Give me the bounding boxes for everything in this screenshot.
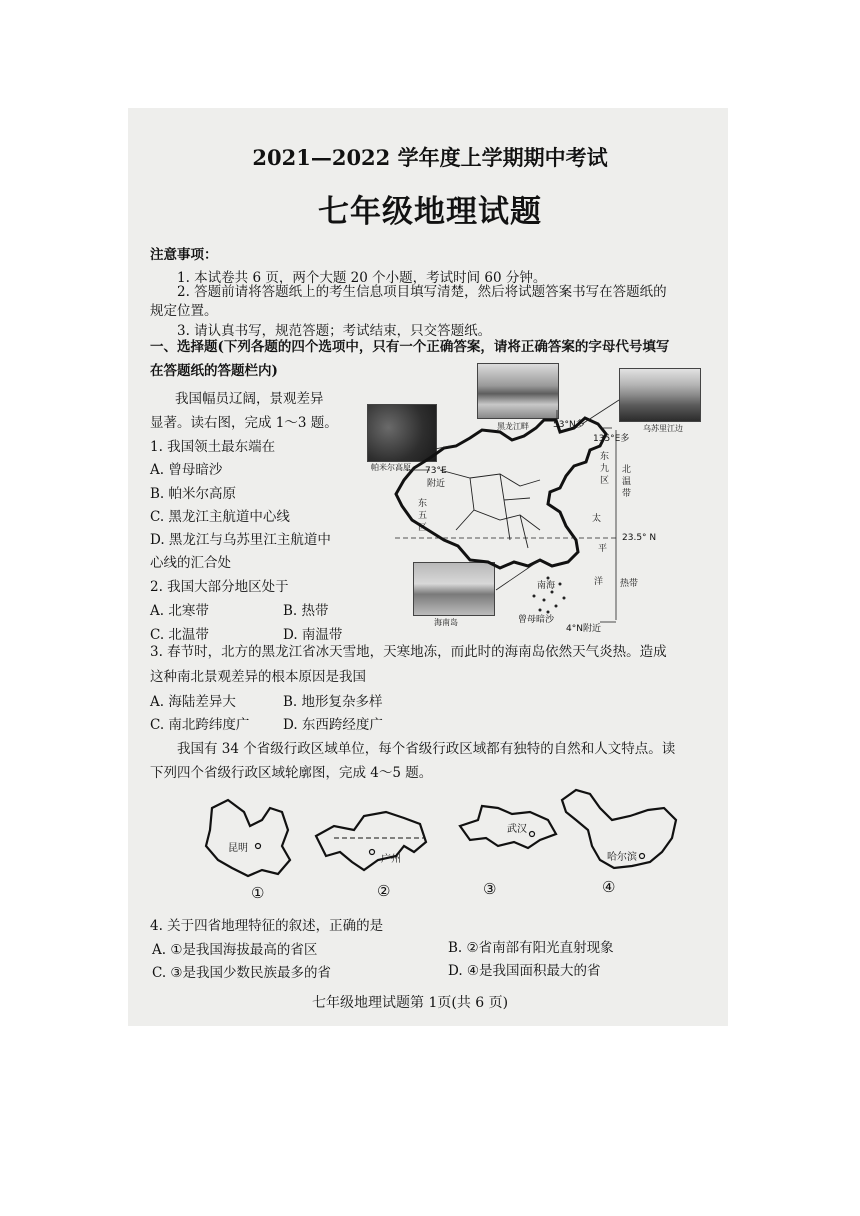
q3-option-a: A. 海陆差异大 [150,694,236,710]
province-number-2: ② [377,882,391,900]
caption-pamir: 帕米尔高原 [371,463,411,472]
intro-1-cont: 显著。读右图，完成 1～3 题。 [150,415,338,431]
intro-2: 我国有 34 个省级行政区域单位，每个省级行政区域都有独特的自然和人文特点。读 [177,741,676,757]
province-number-4: ④ [602,878,616,896]
label-135e: 135°E多 [593,434,630,444]
question-3-cont: 这种南北景观差异的根本原因是我国 [150,669,366,685]
q2-option-b: B. 热带 [283,603,329,619]
label-south-sea: 南海 [537,581,556,591]
question-4: 4. 关于四省地理特征的叙述，正确的是 [150,918,384,934]
page-footer: 七年级地理试题第 1页(共 6 页) [312,995,509,1011]
intro-1: 我国幅员辽阔，景观差异 [175,391,324,407]
q1-option-d: D. 黑龙江与乌苏里江主航道中 [150,532,331,548]
q3-option-b: B. 地形复杂多样 [283,694,383,710]
label-pacific-1: 太 [592,514,602,524]
label-53n: 53°N多 [553,420,585,430]
label-pacific-3: 洋 [594,577,604,587]
city-kunming: 昆明 [228,843,248,854]
province-number-1: ① [251,884,265,902]
label-temperate-3: 带 [622,489,632,499]
q1-option-d-cont: 心线的汇合处 [150,555,231,571]
q4-option-c: C. ③是我国少数民族最多的省 [152,965,332,981]
q1-option-b: B. 帕米尔高原 [150,486,237,502]
q2-option-d: D. 南温带 [283,627,343,643]
caption-heilongjiang: 黑龙江畔 [497,422,529,431]
label-pacific-2: 平 [598,544,608,554]
label-east5-2: 五 [418,511,428,521]
city-guangzhou: 广州 [381,854,401,865]
city-wuhan: 武汉 [507,824,527,835]
label-4n: 4°N附近 [566,624,601,634]
caption-wusuli: 乌苏里江边 [643,424,683,433]
label-temperate-2: 温 [622,477,632,487]
label-east9-1: 东 [600,452,610,462]
q2-option-c: C. 北温带 [150,627,209,643]
q3-option-d: D. 东西跨经度广 [283,717,383,733]
q3-option-c: C. 南北跨纬度广 [150,717,250,733]
label-east5-3: 区 [418,523,428,533]
label-73e-near: 附近 [427,479,446,489]
section-heading: 一、选择题(下列各题的四个选项中，只有一个正确答案，请将正确答案的字母代号填写 [150,339,670,355]
subject-title: 七年级地理试题 [318,194,542,230]
label-tropic: 23.5° N [622,533,657,543]
question-1: 1. 我国领土最东端在 [150,439,276,455]
q4-option-d: D. ④是我国面积最大的省 [448,963,601,979]
question-3: 3. 春节时，北方的黑龙江省冰天雪地，天寒地冻，而此时的海南岛依然天气炎热。造成 [150,644,667,660]
q4-option-b: B. ②省南部有阳光直射现象 [448,940,614,956]
intro-2-cont: 下列四个省级行政区域轮廓图，完成 4～5 题。 [150,765,433,781]
q1-option-a: A. 曾母暗沙 [150,462,223,478]
q4-option-a: A. ①是我国海拔最高的省区 [152,942,318,958]
q2-option-a: A. 北寒带 [150,603,209,619]
section-heading-cont: 在答题纸的答题栏内) [150,363,278,379]
caption-hainan: 海南岛 [434,618,458,627]
note-2: 2. 答题前请将答题纸上的考生信息项目填写清楚，然后将试题答案书写在答题纸的 [177,284,667,300]
q1-option-c: C. 黑龙江主航道中心线 [150,509,290,525]
label-east9-2: 九 [600,464,610,474]
note-3: 3. 请认真书写，规范答题；考试结束，只交答题纸。 [177,323,492,339]
label-east9-3: 区 [600,476,610,486]
note-2-cont: 规定位置。 [150,303,218,319]
notes-heading: 注意事项： [150,247,218,263]
city-harbin: 哈尔滨 [607,852,637,863]
label-zengmu: 曾母暗沙 [518,615,555,625]
label-east5-1: 东 [418,499,428,509]
question-2: 2. 我国大部分地区处于 [150,579,289,595]
exam-title: 2021—2022 学年度上学期期中考试 [252,145,608,170]
label-73e: 73°E [425,466,447,476]
note-1: 1. 本试卷共 6 页，两个大题 20 个小题，考试时间 60 分钟。 [177,270,547,286]
province-number-3: ③ [483,880,497,898]
label-temperate-1: 北 [622,465,632,475]
label-tropical-zone: 热带 [620,579,639,589]
